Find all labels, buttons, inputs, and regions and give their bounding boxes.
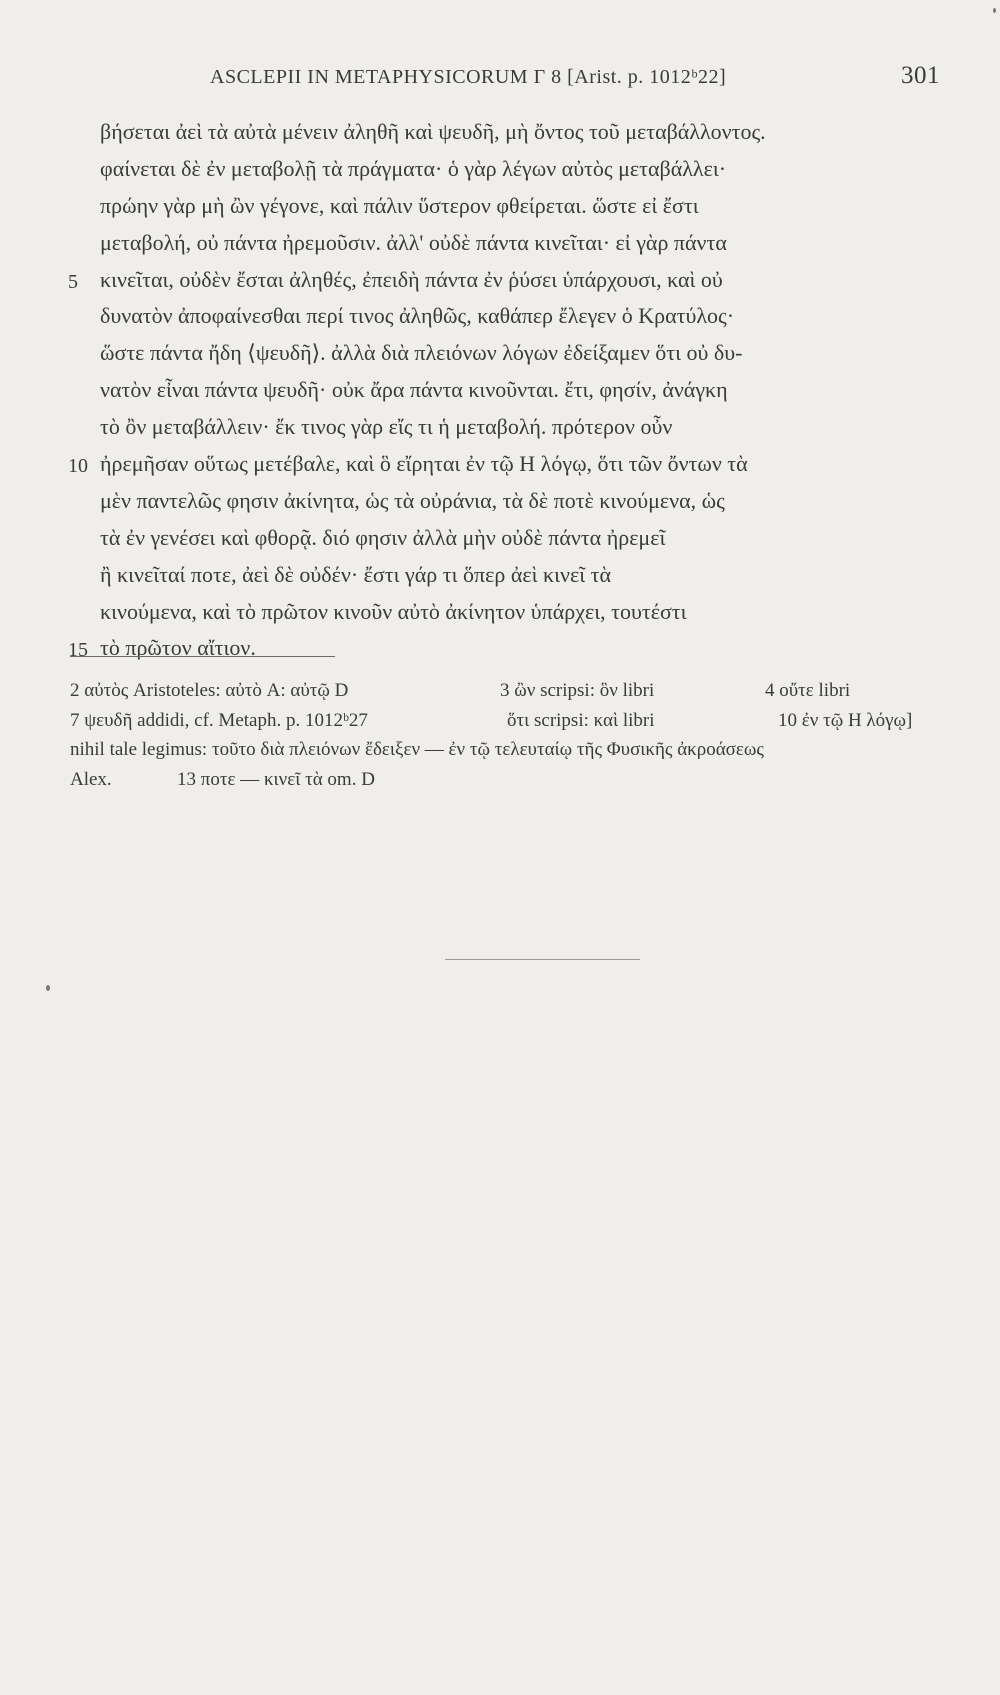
apparatus-line <box>70 765 950 795</box>
apparatus-line <box>70 676 950 706</box>
line-text: μὲν παντελῶς φησιν ἀκίνητα, ὡς τὰ οὐράνια, τὰ δὲ ποτὲ κινούμενα, ὡς <box>100 487 725 513</box>
text-line <box>68 188 948 225</box>
text-line <box>68 630 948 667</box>
text-line <box>68 594 948 631</box>
text-line <box>68 372 948 409</box>
apparatus-note: 7 ψευδῆ addidi, cf. Metaph. p. 1012ᵇ27 <box>70 709 368 731</box>
critical-apparatus <box>70 676 950 794</box>
apparatus-line <box>70 706 950 736</box>
apparatus-line <box>70 735 950 765</box>
line-text: τὸ πρῶτον αἴτιον. <box>100 635 256 661</box>
text-line <box>68 151 948 188</box>
text-line <box>68 335 948 372</box>
line-number: 15 <box>68 639 88 662</box>
line-text: δυνατὸν ἀποφαίνεσθαι περί τινος ἀληθῶς, καθάπερ ἔλεγεν ὁ Κρατύλος· <box>100 303 735 329</box>
page-number: 301 <box>901 62 940 89</box>
line-number: 5 <box>68 270 78 293</box>
line-text: νατὸν εἶναι πάντα ψευδῆ· οὐκ ἄρα πάντα κινοῦνται. ἔτι, φησίν, ἀνάγκη <box>100 377 728 403</box>
apparatus-note: 2 αὐτὸς Aristoteles: αὐτὸ A: αὐτῷ D <box>70 680 349 701</box>
apparatus-note: ὅτι scripsi: καὶ libri <box>507 709 655 731</box>
apparatus-note: Alex. <box>70 768 112 790</box>
text-line <box>68 483 948 520</box>
line-text: τὸ ὂν μεταβάλλειν· ἔκ τινος γὰρ εἴς τι ἡ μεταβολή. πρότερον οὖν <box>100 414 673 440</box>
apparatus-note: 13 ποτε — κινεῖ τὰ om. D <box>177 768 375 790</box>
main-text <box>68 114 948 667</box>
apparatus-note: 4 οὔτε libri <box>765 680 851 701</box>
bleed-through-rule <box>445 959 640 960</box>
line-text: ἠρεμῆσαν οὕτως μετέβαλε, καὶ ὃ εἴρηται ἐν τῷ Η λόγῳ, ὅτι τῶν ὄντων τὰ <box>100 451 748 477</box>
header-title: ASCLEPII IN METAPHYSICORUM Γ 8 [Arist. p. 1012ᵇ22] <box>210 66 727 88</box>
running-header <box>210 62 940 96</box>
line-text: ὥστε πάντα ἤδη ⟨ψευδῆ⟩. ἀλλὰ διὰ πλειόνων λόγων ἐδείξαμεν ὅτι οὐ δυ- <box>100 340 743 366</box>
line-text: βήσεται ἀεὶ τὰ αὐτὰ μένειν ἀληθῆ καὶ ψευδῆ, μὴ ὄντος τοῦ μεταβάλλοντος. <box>100 119 766 144</box>
line-text: τὰ ἐν γενέσει καὶ φθορᾷ. διό φησιν ἀλλὰ μὴν οὐδὲ πάντα ἠρεμεῖ <box>100 524 666 550</box>
apparatus-note: 10 ἐν τῷ Η λόγῳ] <box>778 709 913 731</box>
line-text: μεταβολή, οὐ πάντα ἠρεμοῦσιν. ἀλλ' οὐδὲ πάντα κινεῖται· εἰ γὰρ πάντα <box>100 229 727 255</box>
apparatus-note: nihil tale legimus: τοῦτο διὰ πλειόνων ἔδειξεν — ἐν τῷ τελευταίῳ τῆς Φυσικῆς ἀκροάσεως <box>70 739 764 760</box>
line-number: 10 <box>68 455 88 478</box>
paper-speck <box>993 8 996 13</box>
text-line <box>68 557 948 594</box>
text-line <box>68 298 948 335</box>
line-text: πρώην γὰρ μὴ ὢν γέγονε, καὶ πάλιν ὕστερον φθείρεται. ὥστε εἰ ἔστι <box>100 192 699 218</box>
text-line <box>68 262 948 299</box>
text-line <box>68 225 948 262</box>
line-text: ἢ κινεῖταί ποτε, ἀεὶ δὲ οὐδέν· ἔστι γάρ τι ὅπερ ἀεὶ κινεῖ τὰ <box>100 561 611 587</box>
text-line <box>68 520 948 557</box>
text-line <box>68 114 948 151</box>
apparatus-note: 3 ὢν scripsi: ὃν libri <box>500 680 655 701</box>
text-line <box>68 446 948 483</box>
line-text: φαίνεται δὲ ἐν μεταβολῇ τὰ πράγματα· ὁ γὰρ λέγων αὐτὸς μεταβάλλει· <box>100 155 727 181</box>
line-text: κινούμενα, καὶ τὸ πρῶτον κινοῦν αὐτὸ ἀκίνητον ὑπάρχει, τουτέστι <box>100 598 687 624</box>
line-text: κινεῖται, οὐδὲν ἔσται ἀληθές, ἐπειδὴ πάντα ἐν ῥύσει ὑπάρχουσι, καὶ οὐ <box>100 266 723 292</box>
paper-speck <box>46 985 50 991</box>
text-line <box>68 409 948 446</box>
apparatus-divider <box>70 656 335 657</box>
